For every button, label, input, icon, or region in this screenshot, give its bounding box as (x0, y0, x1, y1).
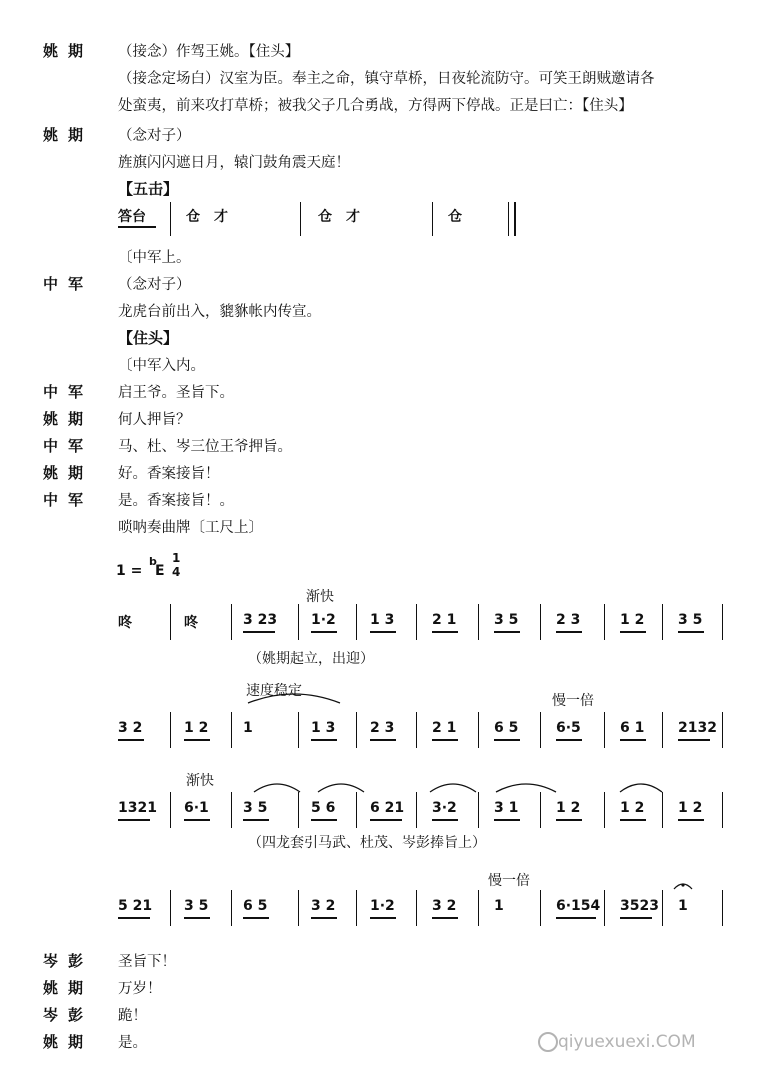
beam-underline (620, 917, 652, 919)
beam-underline (243, 631, 275, 633)
score-cell: 2 3 (556, 612, 581, 628)
score-cell: 3 2 (432, 898, 457, 914)
score-cell: 1 2 (678, 800, 703, 816)
slur (430, 784, 476, 792)
beam-underline (494, 739, 520, 741)
beam-underline (311, 739, 337, 741)
score-cell: 3·2 (432, 800, 457, 816)
score-cell: 3 1 (494, 800, 519, 816)
score-cell: 1321 (118, 800, 157, 816)
score-cell: 6·154 (556, 898, 601, 914)
score-barline (298, 792, 299, 828)
score-cell: 6 21 (370, 800, 405, 816)
beam-underline (243, 917, 269, 919)
beam-underline (184, 917, 210, 919)
beam-underline (311, 631, 337, 633)
dialogue-mid-line: 好。香案接旨！ (118, 466, 220, 482)
watermark: qiyuexuexi.COM (558, 1032, 696, 1052)
dialogue-mid-speaker: 中军 (43, 491, 94, 509)
beam-underline (556, 819, 582, 821)
score-barline (231, 712, 232, 748)
score-barline (478, 890, 479, 926)
score-barline (356, 604, 357, 640)
percussion-cell: 仓 (448, 209, 462, 225)
dialogue-bottom-line: 跪！ (118, 1008, 147, 1024)
dialogue-top-speaker: 姚期 (43, 42, 94, 60)
tempo-mark: 慢一倍 (488, 873, 530, 889)
beam-underline (620, 739, 646, 741)
score-barline (231, 604, 232, 640)
score-cell: 1·2 (311, 612, 336, 628)
dialogue-mid-speaker: 姚期 (43, 464, 94, 482)
score-cell: 1 (678, 898, 688, 914)
dialogue-mid-line: 是。香案接旨！。 (118, 493, 234, 509)
score-cell: 5 21 (118, 898, 153, 914)
dialogue-mid-line: 龙虎台前出入，貔貅帐内传宣。 (118, 304, 321, 320)
beam-underline (370, 739, 396, 741)
score-barline (662, 604, 663, 640)
dialogue-mid-line: 启王爷。圣旨下。 (118, 385, 234, 401)
slur (496, 784, 556, 792)
percussion-cell: 仓 才 (318, 209, 360, 225)
dialogue-mid-line: （念对子） (118, 277, 191, 293)
tempo-mark: 渐快 (186, 773, 214, 789)
percussion-cell: 仓 才 (186, 209, 228, 225)
dialogue-bottom-line: 是。 (118, 1035, 147, 1051)
beam-underline (370, 631, 396, 633)
slur (254, 784, 300, 792)
dialogue-mid-line: 【住头】 (118, 329, 179, 347)
beam-underline (118, 819, 150, 821)
fermata-dot (681, 883, 684, 886)
score-barline (356, 792, 357, 828)
score-barline (478, 792, 479, 828)
score-cell: 1·2 (370, 898, 395, 914)
beam-underline (432, 819, 458, 821)
watermark-logo-icon (539, 1033, 557, 1051)
score-barline (722, 792, 723, 828)
score-cell: 6·1 (184, 800, 209, 816)
beam-underline (620, 819, 646, 821)
score-barline (540, 712, 541, 748)
dialogue-bottom-speaker: 岑彭 (43, 952, 94, 970)
score-barline (722, 890, 723, 926)
beam-underline (432, 739, 458, 741)
score-barline (604, 890, 605, 926)
score-cell: 2 3 (370, 720, 395, 736)
dialogue-mid-line: 〔中军入内。 (118, 358, 205, 374)
score-barline (416, 890, 417, 926)
score-cell: 3 23 (243, 612, 278, 628)
time-top: 1 (172, 551, 181, 565)
beam-underline (620, 631, 646, 633)
score-barline (416, 604, 417, 640)
beam-underline (494, 631, 520, 633)
score-cell: 咚 (118, 615, 132, 631)
score-cell: 1 (494, 898, 504, 914)
dialogue-top-speaker: 姚期 (43, 126, 94, 144)
score-cell: 3 2 (311, 898, 336, 914)
dialogue-top-line: 旌旗闪闪遮日月，辕门鼓角震天庭！ (118, 155, 350, 171)
score-barline (478, 604, 479, 640)
score-barline (356, 712, 357, 748)
beam-underline (556, 739, 582, 741)
score-barline (170, 792, 171, 828)
beam-underline (370, 819, 402, 821)
score-cell: 3 2 (118, 720, 143, 736)
dialogue-bottom-speaker: 岑彭 (43, 1006, 94, 1024)
dialogue-mid-speaker: 中军 (43, 383, 94, 401)
score-barline (170, 604, 171, 640)
score-barline (298, 712, 299, 748)
score-barline (170, 712, 171, 748)
score-barline (170, 890, 171, 926)
score-barline (604, 712, 605, 748)
dialogue-bottom-line: 万岁！ (118, 981, 162, 997)
dialogue-bottom-speaker: 姚期 (43, 979, 94, 997)
score-cell: 1 (243, 720, 253, 736)
beam-underline (184, 739, 210, 741)
tempo-mark: 慢一倍 (552, 693, 594, 709)
score-cell: 3 5 (243, 800, 268, 816)
slur (318, 784, 364, 792)
score-barline (231, 890, 232, 926)
score-barline (662, 792, 663, 828)
score-cell: 5 6 (311, 800, 336, 816)
dialogue-mid-line: 何人押旨？ (118, 412, 191, 428)
score-barline (298, 890, 299, 926)
score-barline (662, 712, 663, 748)
score-barline (604, 792, 605, 828)
score-cell: 2132 (678, 720, 717, 736)
score-cell: 咚 (184, 615, 198, 631)
beam-underline (243, 819, 269, 821)
dialogue-top-line: 处蛮夷，前来攻打草桥；被我父子几合勇战，方得两下停战。正是曰亡：【住头】 (118, 98, 633, 114)
beam-underline (678, 819, 704, 821)
dialogue-top-line: （接念定场白）汉室为臣。奉主之命，镇守草桥，日夜轮流防守。可笑王朗贼邀请各 (118, 71, 655, 87)
tempo-mark: 渐快 (306, 589, 334, 605)
beam-underline (678, 631, 704, 633)
score-cell: 2 1 (432, 720, 457, 736)
beam-underline (432, 917, 458, 919)
score-cell: 6 5 (494, 720, 519, 736)
score-barline (356, 890, 357, 926)
key-note: E (155, 563, 165, 579)
beam-underline (556, 917, 596, 919)
score-barline (416, 792, 417, 828)
beam-underline (118, 739, 144, 741)
score-barline (662, 890, 663, 926)
stage-direction: （四龙套引马武、杜茂、岑彭捧旨上） (248, 835, 486, 851)
beam-underline (556, 631, 582, 633)
score-barline (540, 604, 541, 640)
dialogue-mid-line: 唢呐奏曲牌〔工尺上〕 (118, 520, 263, 536)
score-barline (722, 604, 723, 640)
key-prefix: 1 = (116, 563, 143, 579)
score-barline (540, 792, 541, 828)
score-barline (478, 712, 479, 748)
score-cell: 1 3 (311, 720, 336, 736)
beam-underline (311, 917, 337, 919)
dialogue-top-line: 【五击】 (118, 180, 179, 198)
score-cell: 1 2 (556, 800, 581, 816)
dialogue-mid-line: 〔中军上。 (118, 250, 191, 266)
score-cell: 6 5 (243, 898, 268, 914)
score-cell: 3523 (620, 898, 659, 914)
slur (620, 784, 662, 792)
score-cell: 6 1 (620, 720, 645, 736)
score-barline (231, 792, 232, 828)
beam-underline (494, 819, 520, 821)
stage-direction: （姚期起立，出迎） (248, 651, 374, 667)
dialogue-mid-speaker: 姚期 (43, 410, 94, 428)
dialogue-top-line: （接念）作驾王姚。【住头】 (118, 44, 300, 60)
dialogue-top-line: （念对子） (118, 128, 191, 144)
score-cell: 1 2 (184, 720, 209, 736)
dialogue-mid-speaker: 中军 (43, 437, 94, 455)
score-cell: 6·5 (556, 720, 581, 736)
dialogue-mid-line: 马、杜、岑三位王爷押旨。 (118, 439, 292, 455)
score-cell: 1 3 (370, 612, 395, 628)
score-barline (722, 712, 723, 748)
score-cell: 3 5 (678, 612, 703, 628)
score-cell: 1 2 (620, 800, 645, 816)
time-bottom: 4 (172, 565, 181, 579)
percussion-first: 答台 (118, 209, 146, 225)
score-cell: 3 5 (494, 612, 519, 628)
score-barline (604, 604, 605, 640)
score-barline (416, 712, 417, 748)
dialogue-bottom-speaker: 姚期 (43, 1033, 94, 1051)
key-flat: b (149, 555, 157, 568)
score-cell: 2 1 (432, 612, 457, 628)
beam-underline (432, 631, 458, 633)
beam-underline (678, 739, 710, 741)
beam-underline (118, 917, 150, 919)
beam-underline (370, 917, 396, 919)
beam-underline (311, 819, 337, 821)
beam-underline (184, 819, 210, 821)
dialogue-bottom-line: 圣旨下！ (118, 954, 176, 970)
score-barline (298, 604, 299, 640)
score-barline (540, 890, 541, 926)
tempo-mark: 速度稳定 (246, 683, 302, 699)
score-cell: 1 2 (620, 612, 645, 628)
score-cell: 3 5 (184, 898, 209, 914)
dialogue-mid-speaker: 中军 (43, 275, 94, 293)
